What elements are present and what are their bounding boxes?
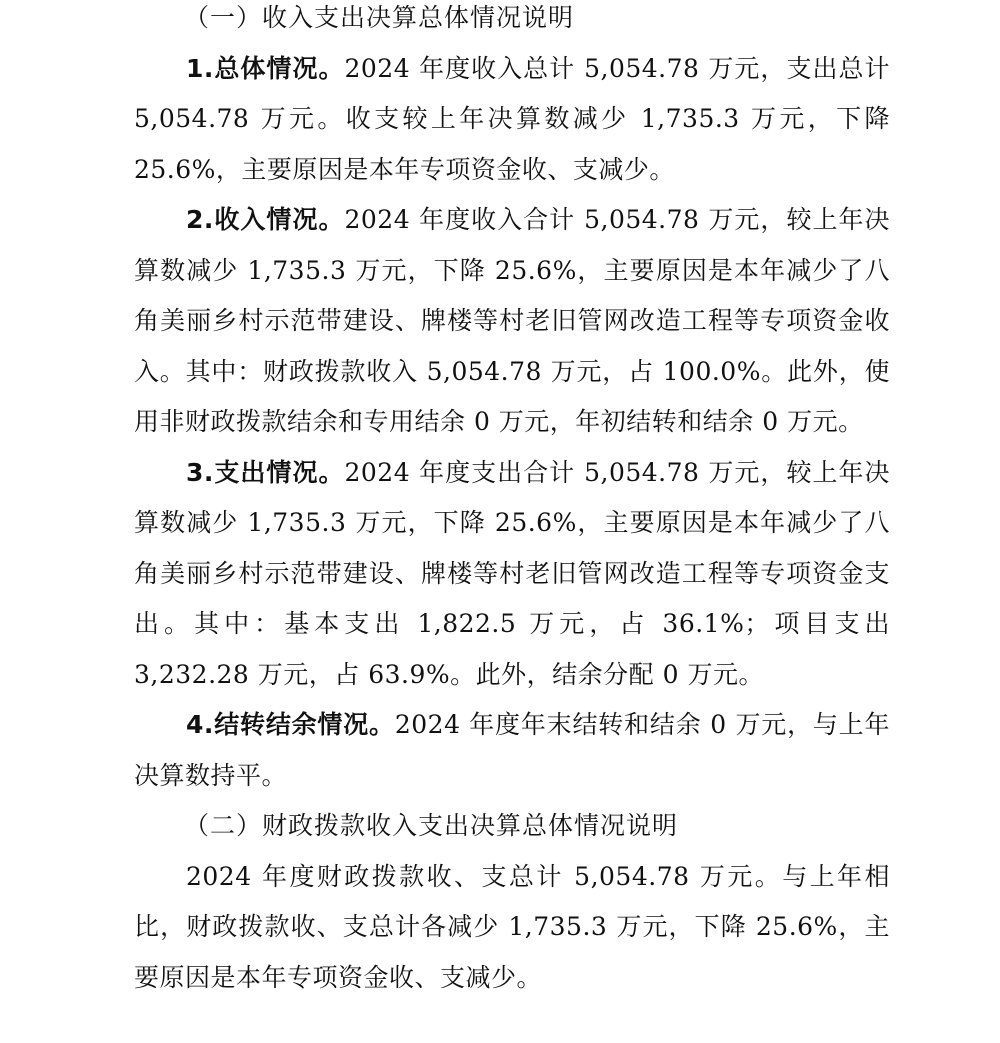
document-page bbox=[134, 0, 890, 1003]
paragraph-text: 2024 年度收入合计 5,054.78 万元，较上年决算数减少 1,735.3 万元，下降 25.6%，主要原因是本年减少了八角美丽乡村示范带建设、牌楼等村老旧管网改造工程等专项资金收入。其中：财政拨款收入 5,054.78 万元，占 100.0%。此外，使用非财政拨款结余和专用结余 0 万元，年初结转和结余 0 万元。 bbox=[134, 205, 890, 436]
paragraph-balance bbox=[134, 700, 890, 801]
paragraph-label: 3.支出情况。 bbox=[186, 457, 345, 487]
paragraph-income bbox=[134, 195, 890, 448]
paragraph-overall bbox=[134, 44, 890, 196]
paragraph-text: 2024 年度收入总计 5,054.78 万元，支出总计 5,054.78 万元。收支较上年决算数减少 1,735.3 万元，下降 25.6%，主要原因是本年专项资金收、支减少。 bbox=[134, 53, 890, 184]
paragraph-label: 2.收入情况。 bbox=[186, 205, 345, 234]
paragraph-fiscal-appropriation: 2024 年度财政拨款收、支总计 5,054.78 万元。与上年相比，财政拨款收、支总计各减少 1,735.3 万元，下降 25.6%，主要原因是本年专项资金收、支减少。 bbox=[134, 861, 890, 992]
section-heading-income-expenditure: （一）收入支出决算总体情况说明 bbox=[184, 3, 575, 32]
paragraph-text: 2024 年度支出合计 5,054.78 万元，较上年决算数减少 1,735.3 万元，下降 25.6%，主要原因是本年减少了八角美丽乡村示范带建设、牌楼等村老旧管网改造工程等专项资金支出。其中：基本支出 1,822.5 万元，占 36.1%；项目支出 3,232.28 万元，占 63.9%。此外，结余分配 0 万元。 bbox=[134, 457, 890, 689]
section-heading-fiscal-appropriation: （二）财政拨款收入支出决算总体情况说明 bbox=[184, 811, 679, 840]
paragraph-label: 1.总体情况。 bbox=[186, 53, 345, 83]
paragraph-expenditure bbox=[134, 448, 890, 701]
paragraph-text: 2024 年度年末结转和结余 0 万元，与上年决算数持平。 bbox=[134, 710, 890, 790]
paragraph-label: 4.结转结余情况。 bbox=[186, 710, 395, 739]
